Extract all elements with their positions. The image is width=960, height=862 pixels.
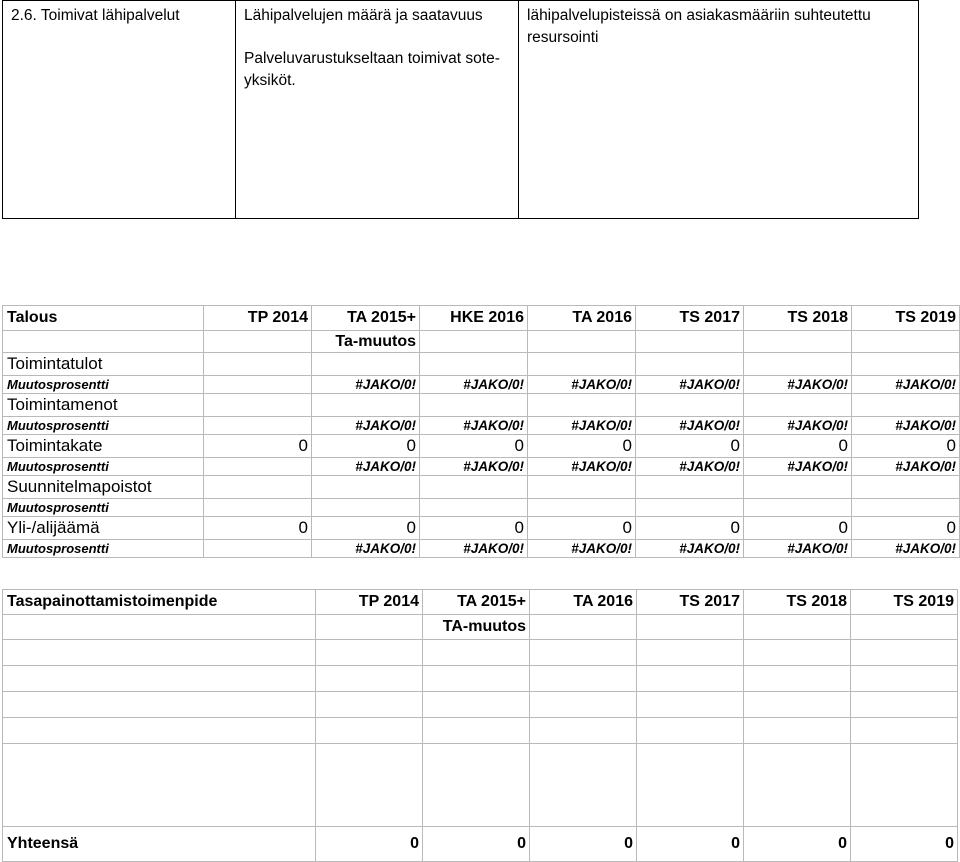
balancing-total-value: 0: [530, 827, 637, 862]
goal-table: [2, 0, 919, 219]
finance-row-value: 0: [636, 435, 744, 458]
balancing-empty-cell: [2, 744, 316, 827]
finance-row-value: [204, 417, 312, 435]
finance-row-value: #JAKO/0!: [312, 376, 420, 394]
balancing-empty-cell: [423, 666, 530, 692]
finance-row-value: [312, 499, 420, 517]
finance-row-value: #JAKO/0!: [852, 376, 960, 394]
finance-header-ts2018: TS 2018: [744, 306, 852, 331]
balancing-empty-cell: [530, 744, 637, 827]
finance-row-value: #JAKO/0!: [312, 540, 420, 558]
balancing-subheader-empty: [744, 615, 851, 640]
finance-subheader-row: [2, 331, 960, 353]
finance-row: [2, 353, 960, 376]
finance-row-value: 0: [852, 517, 960, 540]
balancing-empty-cell: [744, 744, 851, 827]
finance-row-value: [744, 499, 852, 517]
finance-header-ta2015: TA 2015+: [312, 306, 420, 331]
finance-row-value: #JAKO/0!: [636, 540, 744, 558]
finance-row-value: #JAKO/0!: [528, 376, 636, 394]
finance-row-value: 0: [744, 517, 852, 540]
balancing-empty-cell: [316, 744, 423, 827]
balancing-empty-row: [2, 718, 958, 744]
balancing-empty-cell: [423, 640, 530, 666]
finance-row-value: [744, 394, 852, 417]
balancing-header-tp2014: TP 2014: [316, 590, 423, 615]
finance-subheader-ta-muutos: Ta-muutos: [312, 331, 420, 353]
finance-row-value: 0: [204, 517, 312, 540]
finance-body: [2, 353, 960, 558]
finance-row-value: [528, 499, 636, 517]
finance-row-value: [420, 499, 528, 517]
balancing-header-label: Tasapainottamistoimenpide: [2, 590, 316, 615]
finance-row-value: [312, 353, 420, 376]
finance-row-value: 0: [852, 435, 960, 458]
finance-row-value: [312, 394, 420, 417]
balancing-empty-cell: [851, 666, 958, 692]
finance-row-value: 0: [312, 435, 420, 458]
balancing-total-value: 0: [744, 827, 851, 862]
finance-row-value: #JAKO/0!: [420, 540, 528, 558]
finance-subheader-empty: [636, 331, 744, 353]
balancing-subheader-ta-muutos: TA-muutos: [423, 615, 530, 640]
balancing-empty-cell: [530, 666, 637, 692]
finance-row-value: [744, 353, 852, 376]
finance-row-value: [852, 353, 960, 376]
balancing-total-value: 0: [637, 827, 744, 862]
finance-header-ta2016: TA 2016: [528, 306, 636, 331]
finance-row-value: [528, 476, 636, 499]
goal-measure-cell: [519, 1, 918, 218]
finance-row-value: [744, 476, 852, 499]
balancing-total-row: [2, 827, 958, 862]
balancing-empty-cell: [316, 640, 423, 666]
finance-row-value: #JAKO/0!: [312, 417, 420, 435]
balancing-subheader-row: [2, 615, 958, 640]
balancing-subheader-empty: [2, 615, 316, 640]
finance-row-value: #JAKO/0!: [852, 417, 960, 435]
finance-subheader-empty: [204, 331, 312, 353]
finance-row-value: 0: [420, 517, 528, 540]
finance-table: [2, 305, 960, 558]
finance-row-value: #JAKO/0!: [528, 417, 636, 435]
finance-header-label: Talous: [2, 306, 204, 331]
finance-row-value: #JAKO/0!: [744, 376, 852, 394]
balancing-header-ts2018: TS 2018: [744, 590, 851, 615]
finance-row-label: Muutosprosentti: [2, 499, 204, 517]
balancing-empty-cell: [744, 718, 851, 744]
finance-row-value: [852, 476, 960, 499]
balancing-empty-cell: [637, 692, 744, 718]
balancing-empty-cell: [851, 692, 958, 718]
balancing-empty-cell: [316, 718, 423, 744]
balancing-header-ts2017: TS 2017: [637, 590, 744, 615]
finance-row-label: Toimintatulot: [2, 353, 204, 376]
balancing-empty-cell: [744, 666, 851, 692]
indicator-text: Lähipalvelujen määrä ja saatavuus: [244, 7, 483, 24]
balancing-total-value: 0: [423, 827, 530, 862]
balancing-empty-row: [2, 744, 958, 827]
finance-row-value: [204, 376, 312, 394]
finance-row-label: Toimintakate: [2, 435, 204, 458]
finance-row-value: 0: [528, 435, 636, 458]
balancing-subheader-empty: [637, 615, 744, 640]
finance-row-label: Yli-/alijäämä: [2, 517, 204, 540]
finance-row-value: [636, 499, 744, 517]
finance-header-hke2016: HKE 2016: [420, 306, 528, 331]
finance-subheader-empty: [528, 331, 636, 353]
finance-row-value: #JAKO/0!: [852, 540, 960, 558]
balancing-table: [2, 589, 958, 862]
balancing-empty-row: [2, 666, 958, 692]
balancing-empty-cell: [637, 666, 744, 692]
finance-row-value: 0: [744, 435, 852, 458]
balancing-total-value: 0: [316, 827, 423, 862]
balancing-empty-cell: [851, 640, 958, 666]
measure-text: lähipalvelupisteissä on asiakasmääriin suhteutettu resursointi: [527, 7, 871, 46]
finance-row-value: 0: [312, 517, 420, 540]
finance-row-value: #JAKO/0!: [420, 417, 528, 435]
indicator-target-text: Palveluvarustukseltaan toimivat sote-yksiköt.: [244, 50, 500, 89]
finance-row-value: 0: [636, 517, 744, 540]
balancing-empty-cell: [637, 640, 744, 666]
balancing-empty-cell: [530, 692, 637, 718]
balancing-total-value: 0: [851, 827, 958, 862]
balancing-empty-cell: [744, 692, 851, 718]
balancing-total-label: Yhteensä: [2, 827, 316, 862]
balancing-empty-cell: [2, 640, 316, 666]
balancing-subheader-empty: [851, 615, 958, 640]
balancing-header-ta2015: TA 2015+: [423, 590, 530, 615]
balancing-empty-cell: [851, 744, 958, 827]
finance-row-label: Muutosprosentti: [2, 417, 204, 435]
finance-row-label: Suunnitelmapoistot: [2, 476, 204, 499]
finance-row-label: Muutosprosentti: [2, 540, 204, 558]
balancing-header-ts2019: TS 2019: [851, 590, 958, 615]
balancing-empty-cell: [316, 692, 423, 718]
finance-row-value: [204, 476, 312, 499]
finance-row-value: [528, 353, 636, 376]
finance-row-value: #JAKO/0!: [744, 540, 852, 558]
finance-row-value: [204, 353, 312, 376]
finance-row-value: [204, 394, 312, 417]
finance-row-value: [420, 353, 528, 376]
balancing-empty-cell: [2, 718, 316, 744]
balancing-subheader-empty: [316, 615, 423, 640]
balancing-header-row: [2, 589, 958, 615]
balancing-empty-cell: [851, 718, 958, 744]
balancing-empty-cell: [637, 718, 744, 744]
finance-row: [2, 435, 960, 458]
goal-indicator-cell: [236, 1, 519, 218]
finance-row: [2, 540, 960, 558]
finance-row-label: Muutosprosentti: [2, 458, 204, 476]
finance-row-value: [636, 394, 744, 417]
finance-row-value: 0: [420, 435, 528, 458]
balancing-empty-cell: [530, 718, 637, 744]
finance-row-value: #JAKO/0!: [744, 458, 852, 476]
finance-row-value: #JAKO/0!: [744, 417, 852, 435]
finance-row-value: [204, 499, 312, 517]
finance-header-tp2014: TP 2014: [204, 306, 312, 331]
finance-row-value: [420, 394, 528, 417]
goal-title: 2.6. Toimivat lähipalvelut: [11, 7, 180, 24]
balancing-empty-cell: [423, 692, 530, 718]
finance-header-ts2017: TS 2017: [636, 306, 744, 331]
finance-row: [2, 376, 960, 394]
finance-row-value: #JAKO/0!: [420, 458, 528, 476]
finance-row-value: [852, 499, 960, 517]
finance-row-value: [852, 394, 960, 417]
balancing-empty-cell: [316, 666, 423, 692]
finance-row-value: 0: [204, 435, 312, 458]
finance-row-value: #JAKO/0!: [528, 458, 636, 476]
goal-title-cell: [3, 1, 236, 218]
finance-row-value: #JAKO/0!: [420, 376, 528, 394]
finance-row: [2, 394, 960, 417]
balancing-empty-rows: [2, 640, 958, 827]
finance-row-value: [204, 458, 312, 476]
finance-row: [2, 517, 960, 540]
balancing-empty-cell: [423, 744, 530, 827]
balancing-empty-row: [2, 692, 958, 718]
balancing-empty-cell: [637, 744, 744, 827]
finance-subheader-empty: [2, 331, 204, 353]
balancing-empty-cell: [744, 640, 851, 666]
balancing-empty-cell: [2, 692, 316, 718]
finance-header-ts2019: TS 2019: [852, 306, 960, 331]
finance-row-value: #JAKO/0!: [528, 540, 636, 558]
balancing-header-ta2016: TA 2016: [530, 590, 637, 615]
finance-row: [2, 417, 960, 435]
finance-row-value: [204, 540, 312, 558]
finance-row-value: #JAKO/0!: [852, 458, 960, 476]
balancing-empty-cell: [2, 666, 316, 692]
finance-row-value: 0: [528, 517, 636, 540]
finance-row-value: #JAKO/0!: [636, 417, 744, 435]
finance-row-label: Muutosprosentti: [2, 376, 204, 394]
finance-subheader-empty: [744, 331, 852, 353]
balancing-empty-row: [2, 640, 958, 666]
balancing-empty-cell: [530, 640, 637, 666]
finance-row-value: [420, 476, 528, 499]
finance-subheader-empty: [852, 331, 960, 353]
finance-row: [2, 499, 960, 517]
finance-row-value: #JAKO/0!: [636, 458, 744, 476]
finance-row-value: #JAKO/0!: [636, 376, 744, 394]
finance-row: [2, 476, 960, 499]
finance-subheader-empty: [420, 331, 528, 353]
balancing-subheader-empty: [530, 615, 637, 640]
finance-row-value: [312, 476, 420, 499]
finance-row-value: [636, 476, 744, 499]
finance-row-value: [528, 394, 636, 417]
finance-row-label: Toimintamenot: [2, 394, 204, 417]
finance-row: [2, 458, 960, 476]
finance-row-value: [636, 353, 744, 376]
finance-header-row: [2, 305, 960, 331]
finance-row-value: #JAKO/0!: [312, 458, 420, 476]
balancing-empty-cell: [423, 718, 530, 744]
